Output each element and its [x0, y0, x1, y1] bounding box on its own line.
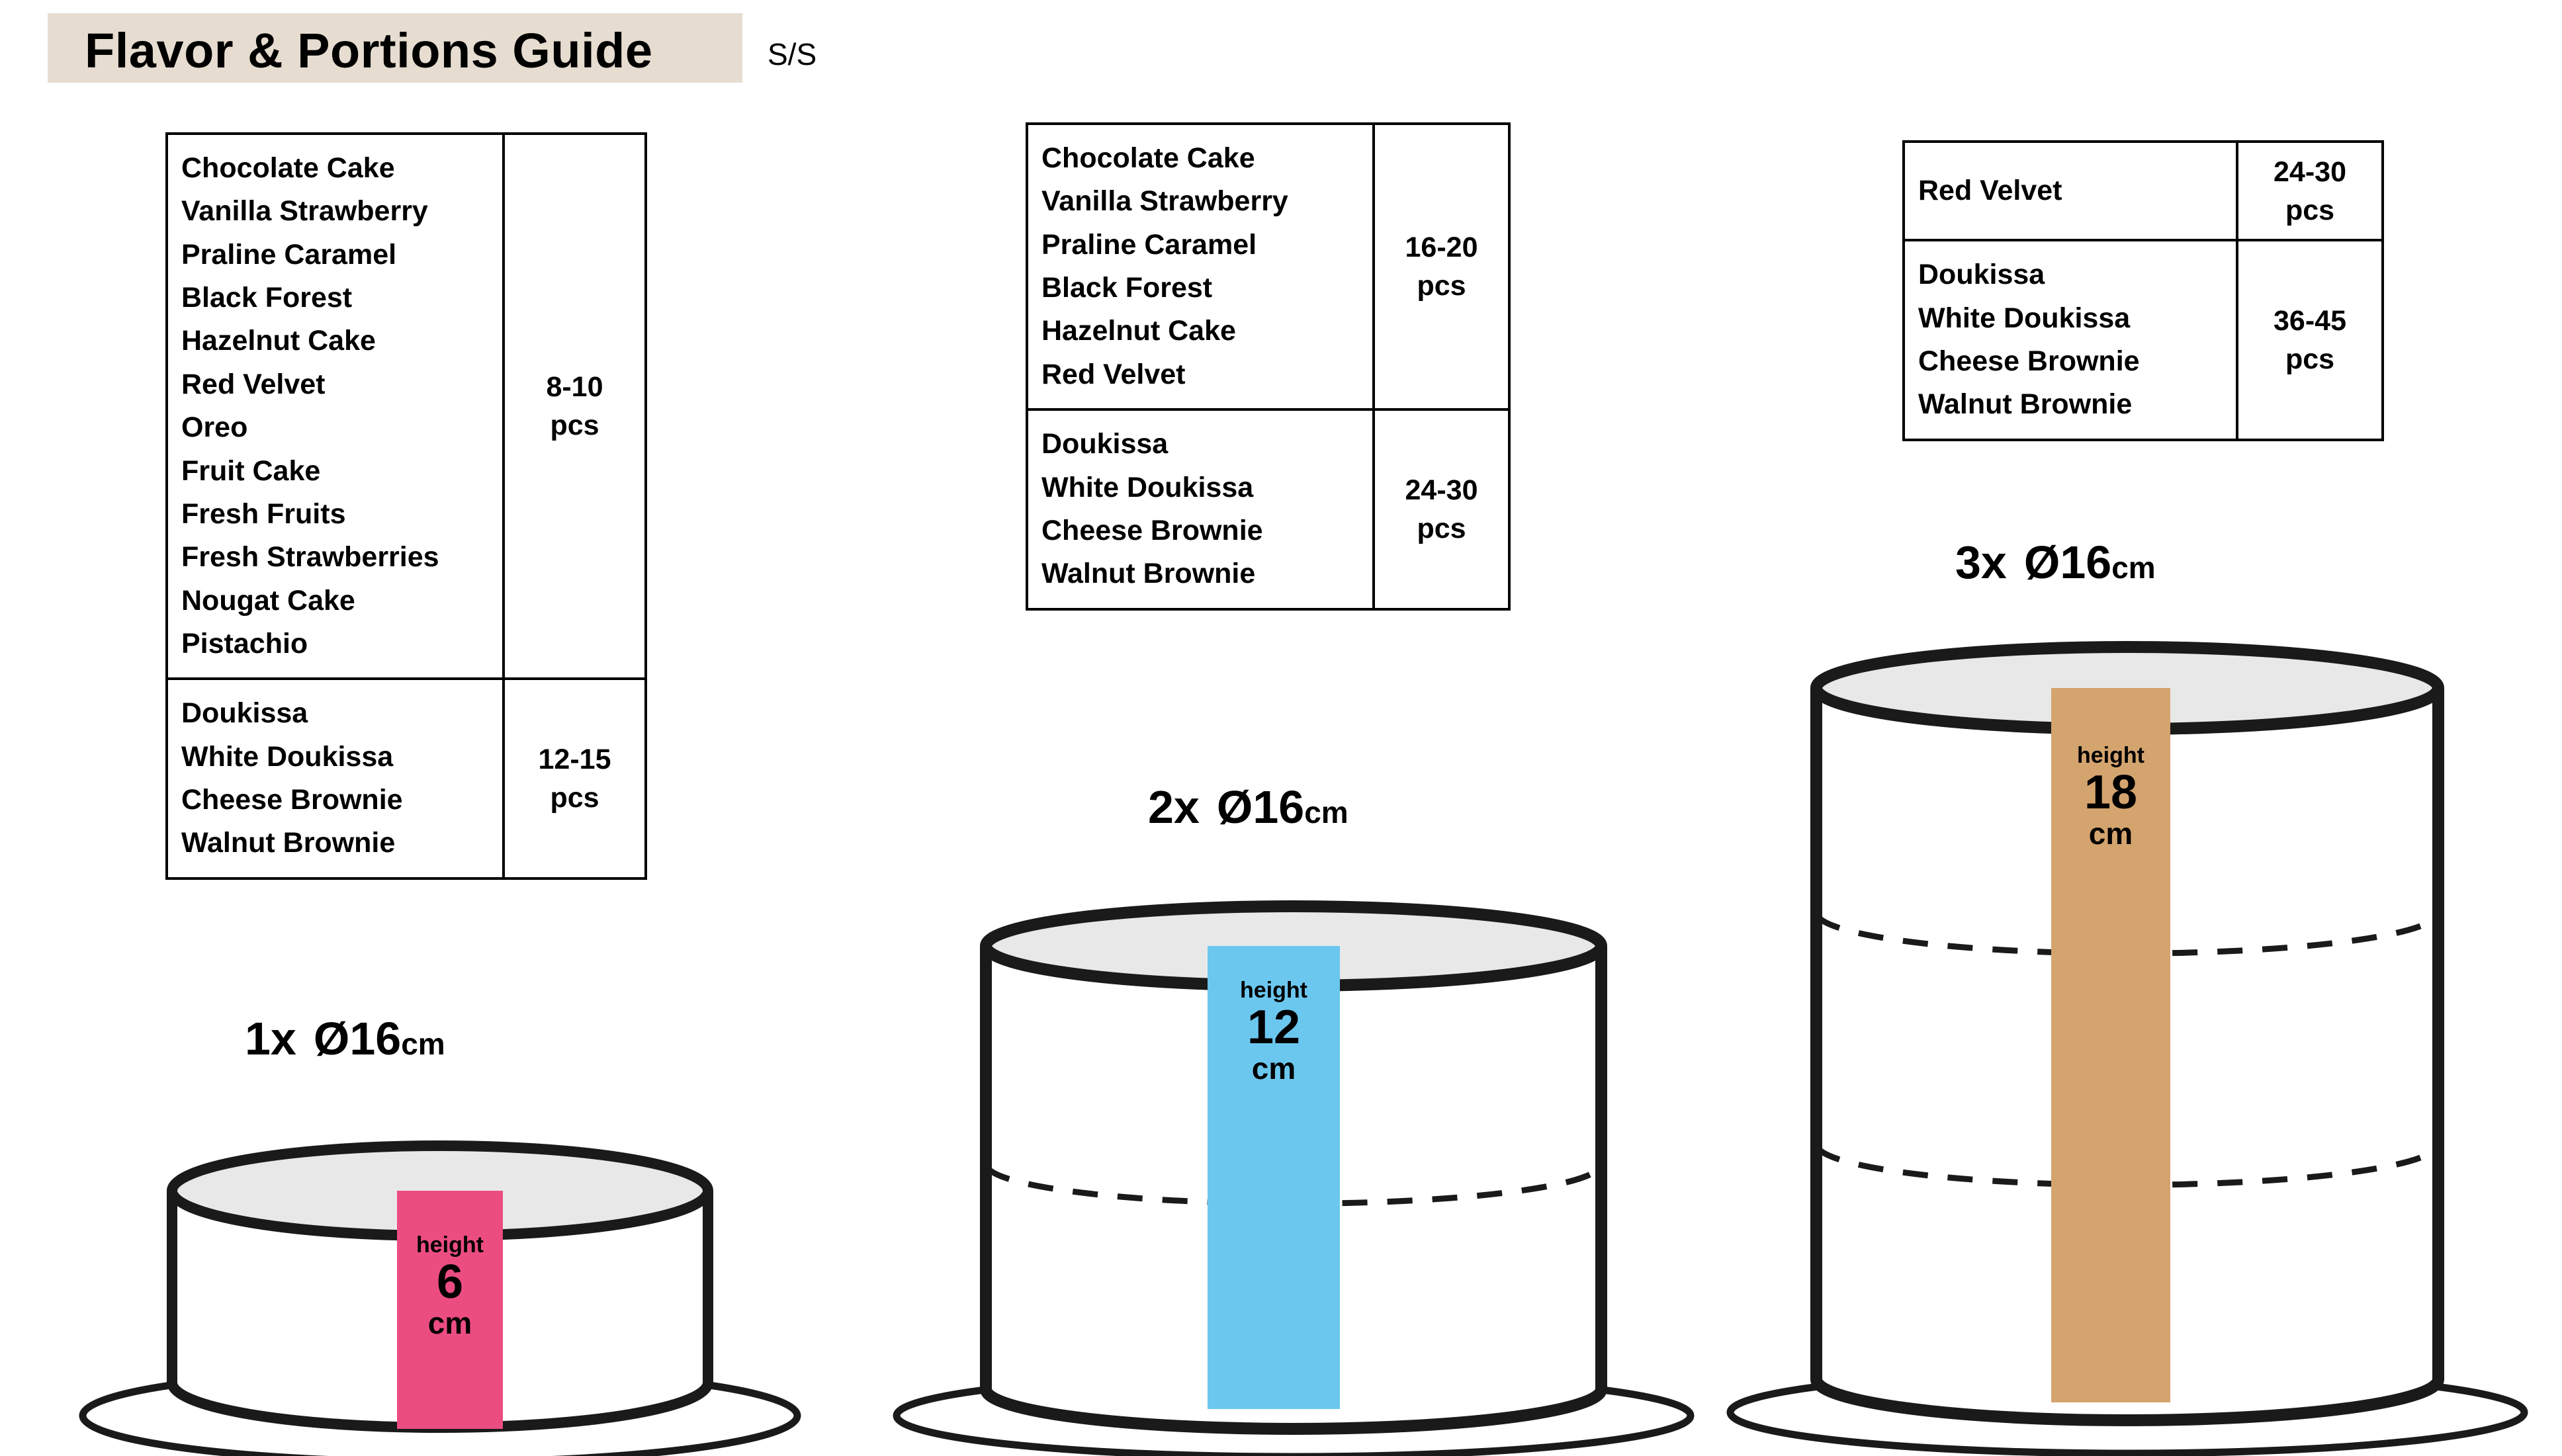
- flavor-list-cell: [1027, 124, 1374, 409]
- cake-diameter: Ø16: [313, 1013, 402, 1064]
- flavor-list-cell: [1904, 240, 2237, 439]
- height-word: height: [2077, 743, 2144, 768]
- portions-unit: pcs: [1417, 512, 1466, 544]
- flavor-item: Red Velvet: [181, 368, 326, 400]
- portions-cell: [2237, 240, 2383, 439]
- flavor-item: Nougat Cake: [181, 584, 355, 617]
- portions-cell: [1374, 124, 1509, 409]
- flavor-item: Red Velvet: [1918, 175, 2062, 206]
- flavor-list-cell: [1027, 409, 1374, 609]
- cake-diagram-3x: [1714, 615, 2541, 1456]
- flavor-item: Doukissa: [1041, 428, 1169, 460]
- height-unit: cm: [427, 1306, 472, 1341]
- table-row: [167, 679, 646, 878]
- portions-unit: pcs: [550, 782, 599, 814]
- cake-caption-1x: [245, 1012, 445, 1065]
- cake-multiplier: 3x: [1955, 536, 2007, 588]
- portions-table-3x: [1902, 140, 2384, 441]
- flavor-item: Red Velvet: [1041, 358, 1186, 390]
- height-label-2x: [1208, 979, 1340, 1085]
- portions-unit: pcs: [550, 409, 599, 442]
- height-value: 18: [2084, 765, 2138, 819]
- portions-cell: [1374, 409, 1509, 609]
- cake-diameter-unit: cm: [401, 1027, 445, 1061]
- flavor-item: Fresh Fruits: [181, 497, 346, 530]
- table-row: [1027, 409, 1509, 609]
- table-row: [167, 134, 646, 679]
- flavor-item: Hazelnut Cake: [1041, 315, 1236, 347]
- cake-multiplier: 1x: [245, 1013, 296, 1064]
- portions-value: 8-10: [546, 371, 603, 404]
- flavor-item: Vanilla Strawberry: [181, 195, 428, 228]
- height-word: height: [416, 1232, 484, 1258]
- flavor-item: Black Forest: [181, 282, 353, 314]
- flavor-item: Chocolate Cake: [181, 152, 395, 184]
- height-label-1x: [397, 1234, 503, 1340]
- flavor-item: Doukissa: [181, 697, 308, 730]
- flavor-item: Cheese Brownie: [181, 784, 403, 816]
- height-value: 6: [436, 1255, 464, 1308]
- portions-cell: [504, 679, 646, 878]
- portions-value: 24-30: [2274, 155, 2346, 188]
- flavor-item: Vanilla Strawberry: [1041, 185, 1288, 218]
- flavor-item: White Doukissa: [1918, 302, 2131, 334]
- portions-cell: [504, 134, 646, 679]
- flavor-item: Fruit Cake: [181, 454, 321, 487]
- cake-diameter: Ø16: [1216, 781, 1305, 833]
- height-word: height: [1240, 978, 1307, 1003]
- flavor-item: Doukissa: [1918, 259, 2045, 291]
- portions-cell: [2237, 142, 2383, 240]
- height-unit: cm: [2088, 816, 2133, 851]
- table-row: [1904, 240, 2383, 439]
- height-value: 12: [1247, 1000, 1301, 1054]
- height-unit: cm: [1251, 1051, 1296, 1086]
- cake-diagram-1x: [66, 1098, 814, 1456]
- cake-caption-2x: [1148, 781, 1348, 834]
- portions-value: 24-30: [1405, 474, 1478, 506]
- flavor-list-cell: [1904, 142, 2237, 240]
- cake-caption-3x: [1955, 536, 2156, 589]
- portions-value: 16-20: [1405, 232, 1478, 264]
- flavor-item: Walnut Brownie: [181, 827, 396, 859]
- portions-table-1x: [165, 132, 647, 880]
- flavor-item: Praline Caramel: [181, 238, 397, 271]
- flavor-item: Pistachio: [181, 627, 308, 660]
- flavor-item: Chocolate Cake: [1041, 142, 1255, 174]
- flavor-list-cell: [167, 134, 504, 679]
- flavor-item: Cheese Brownie: [1918, 345, 2140, 378]
- flavor-item: Black Forest: [1041, 272, 1213, 304]
- flavor-item: Praline Caramel: [1041, 228, 1257, 261]
- cake-diameter-unit: cm: [2111, 550, 2156, 585]
- height-label-3x: [2051, 744, 2170, 850]
- portions-table-2x: [1026, 122, 1511, 611]
- page-title: Flavor & Portions Guide: [85, 23, 653, 78]
- cake-multiplier: 2x: [1148, 781, 1200, 833]
- portions-value: 12-15: [538, 743, 611, 775]
- portions-unit: pcs: [1417, 270, 1466, 302]
- cake-diameter-unit: cm: [1304, 795, 1348, 830]
- portions-value: 36-45: [2274, 305, 2346, 337]
- portions-unit: pcs: [2285, 343, 2335, 376]
- flavor-item: Walnut Brownie: [1918, 388, 2133, 421]
- flavor-item: White Doukissa: [181, 740, 394, 773]
- flavor-item: White Doukissa: [1041, 471, 1254, 503]
- flavor-item: Cheese Brownie: [1041, 514, 1263, 546]
- cake-diameter: Ø16: [2023, 536, 2112, 588]
- table-row: [1027, 124, 1509, 409]
- flavor-item: Walnut Brownie: [1041, 558, 1256, 590]
- flavor-item: Oreo: [181, 411, 248, 444]
- season-label: S/S: [768, 37, 817, 71]
- flavor-item: Fresh Strawberries: [181, 541, 439, 574]
- flavor-item: Hazelnut Cake: [181, 325, 376, 357]
- cake-diagram-2x: [880, 867, 1707, 1456]
- portions-unit: pcs: [2285, 194, 2335, 226]
- table-row: [1904, 142, 2383, 240]
- flavor-list-cell: [167, 679, 504, 878]
